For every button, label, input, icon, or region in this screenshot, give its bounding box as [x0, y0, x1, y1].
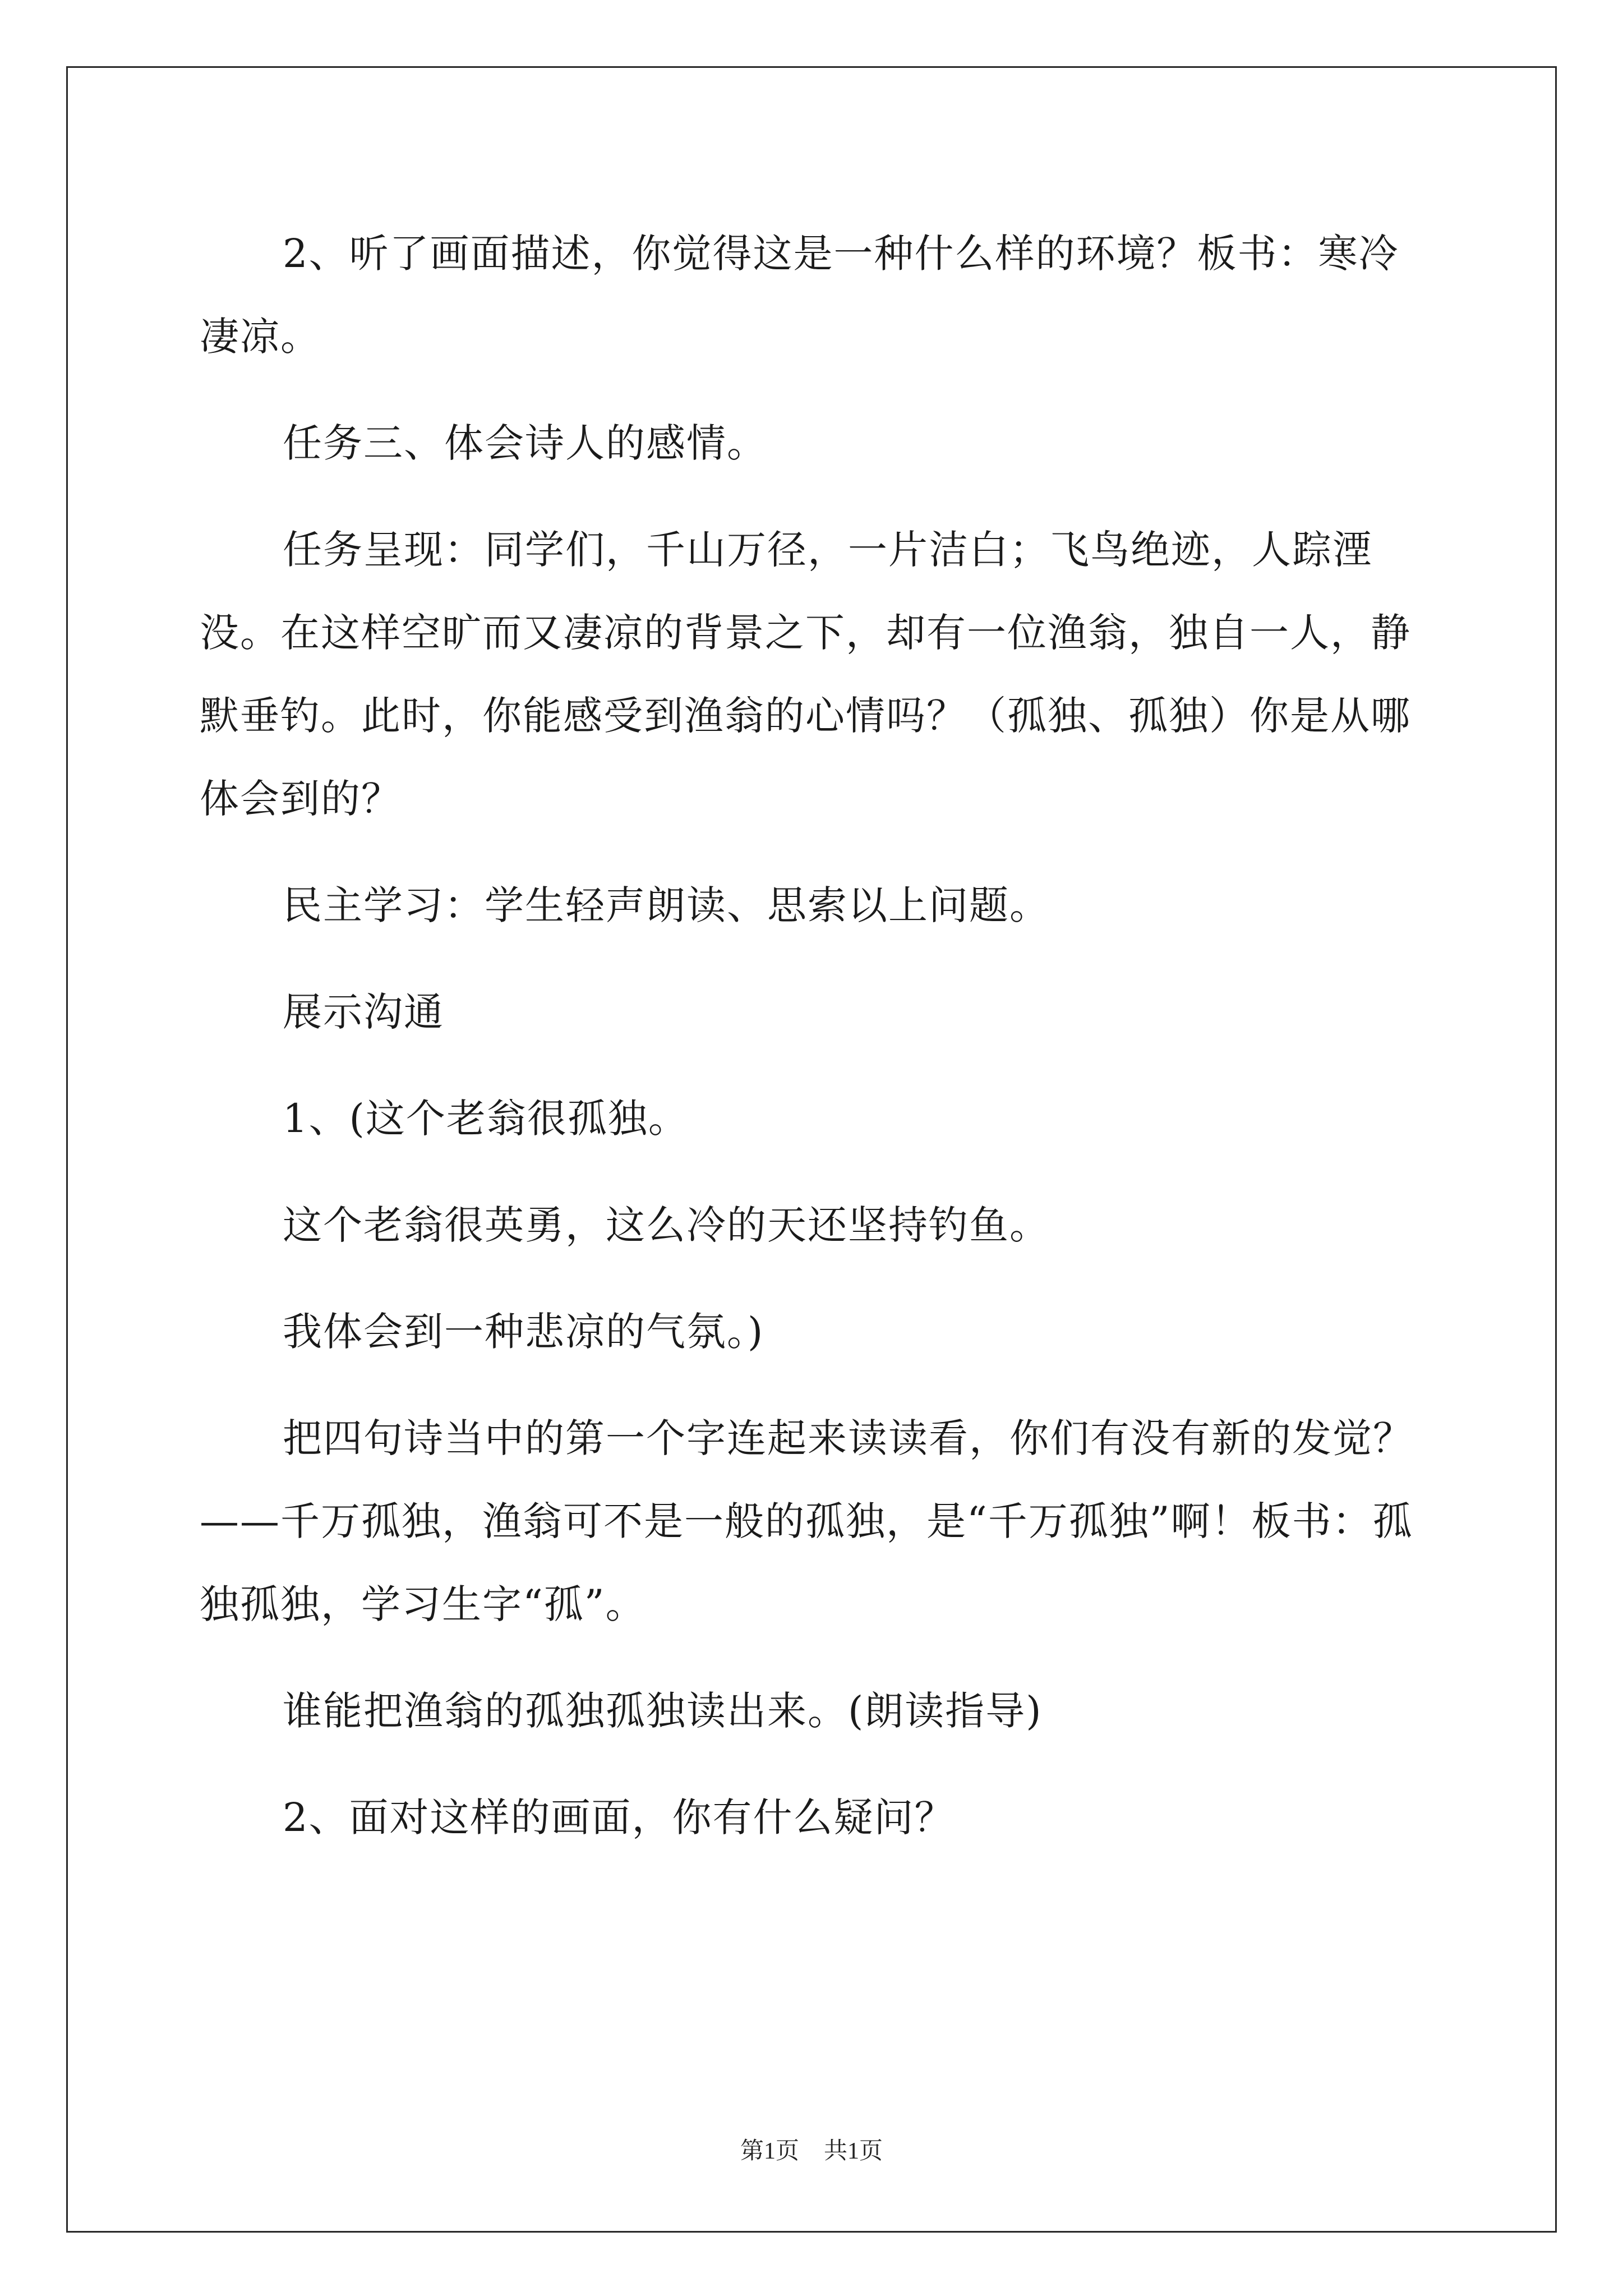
paragraph-1: 2、听了画面描述，你觉得这是一种什么样的环境？板书：寒冷凄凉。 [200, 231, 1399, 360]
document-body [200, 212, 1428, 1883]
paragraph-7: 这个老翁很英勇，这么冷的天还坚持钓鱼。 [283, 1202, 1050, 1248]
paragraph-5: 展示沟通 [283, 989, 444, 1035]
paragraph-11: 2、面对这样的画面，你有什么疑问？ [283, 1795, 955, 1841]
paragraph-9: 把四句诗当中的第一个字连起来读读看，你们有没有新的发觉？——千万孤独，渔翁可不是一般的孤独，是“千万孤独”啊！板书：孤独孤独，学习生字“孤”。 [200, 1415, 1413, 1627]
paragraph-4: 民主学习：学生轻声朗读、思索以上问题。 [283, 882, 1050, 928]
paragraph-2: 任务三、体会诗人的感情。 [283, 420, 767, 466]
paragraph-8: 我体会到一种悲凉的气氛。) [283, 1309, 764, 1355]
page-total: 共1页 [824, 2138, 883, 2164]
paragraph-10: 谁能把渔翁的孤独孤独读出来。(朗读指导) [283, 1688, 1043, 1734]
paragraph-6: 1、(这个老翁很孤独。 [283, 1096, 689, 1142]
paragraph-3: 任务呈现：同学们，千山万径，一片洁白；飞鸟绝迹，人踪湮没。在这样空旷而又凄凉的背景之下，却有一位渔翁，独自一人，静默垂钓。此时，你能感受到渔翁的心情吗？（孤独、孤独）你是从哪体会到的？ [200, 527, 1411, 822]
page-footer [0, 2134, 1623, 2168]
page-number: 第1页 [740, 2138, 799, 2164]
